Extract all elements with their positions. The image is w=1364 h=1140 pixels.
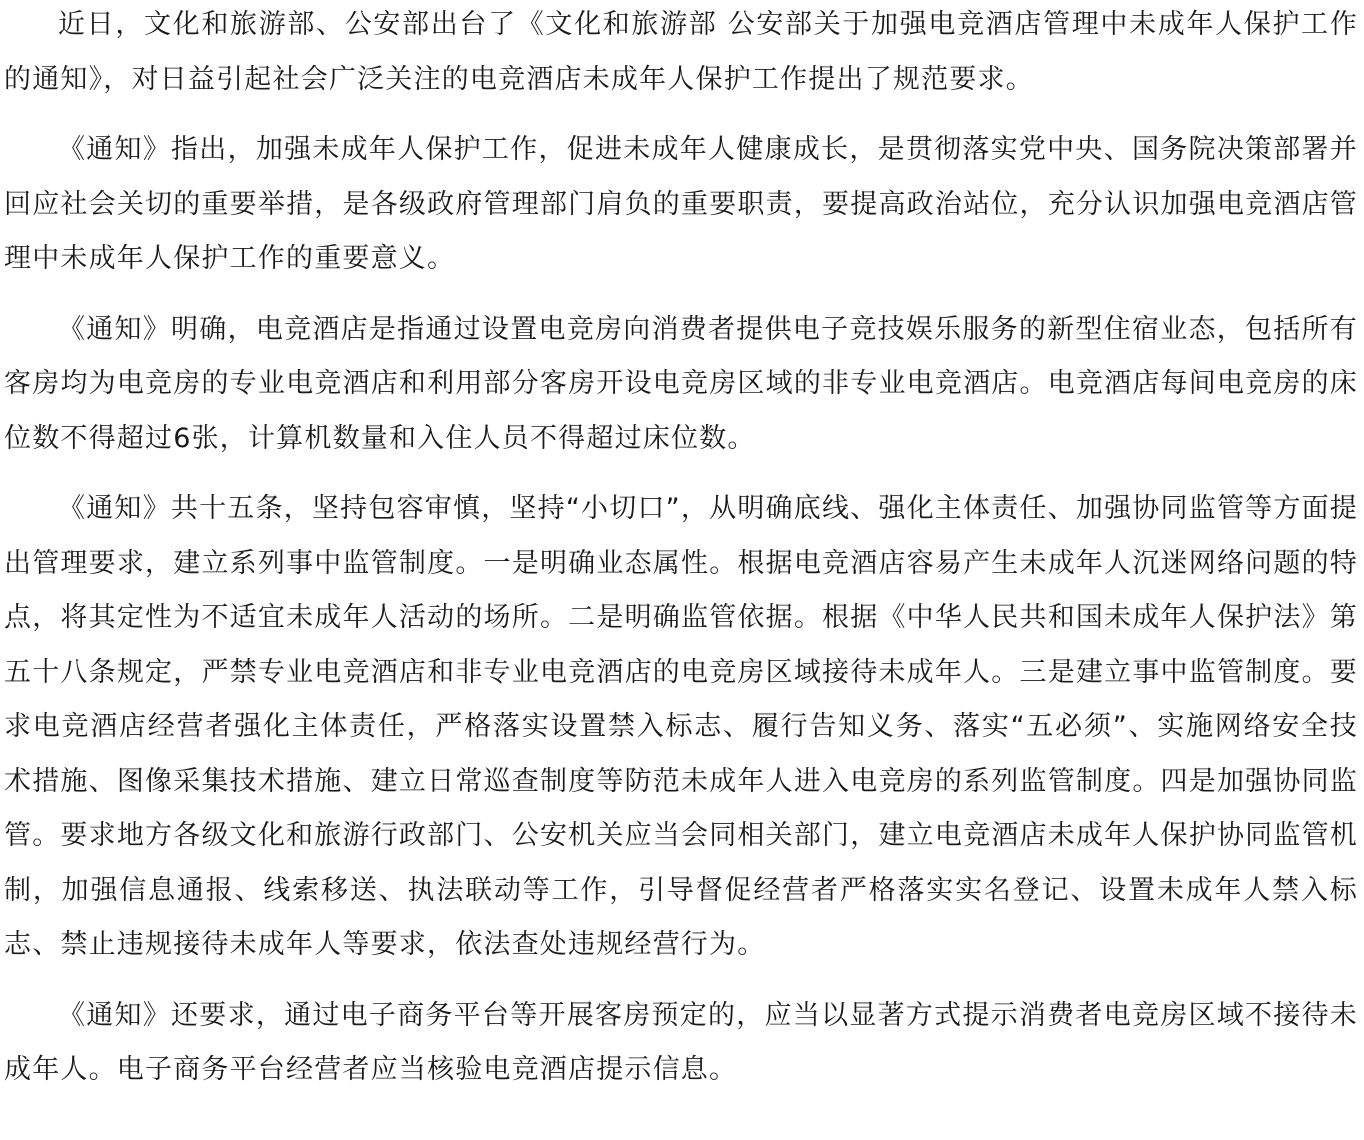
paragraph-significance: 《通知》指出，加强未成年人保护工作，促进未成年人健康成长，是贯彻落实党中央、国务院决策部署并回应社会关切的重要举措，是各级政府管理部门肩负的重要职责，要提高政治站位，充分认识加强电竞酒店管理中未成年人保护工作的重要意义。 [4, 134, 1358, 274]
paragraph-requirements: 《通知》共十五条，坚持包容审慎，坚持“小切口”，从明确底线、强化主体责任、加强协同监管等方面提出管理要求，建立系列事中监管制度。一是明确业态属性。根据电竞酒店容易产生未成年人沉迷网络问题的特点，将其定性为不适宜未成年人活动的场所。二是明确监管依据。根据《中华人民共和国未成年人保护法》第五十八条规定，严禁专业电竞酒店和非专业电竞酒店的电竞房区域接待未成年人。三是建立事中监管制度。要求电竞酒店经营者强化主体责任，严格落实设置禁入标志、履行告知义务、落实“五必须”、实施网络安全技术措施、图像采集技术措施、建立日常巡查制度等防范未成年人进入电竞房的系列监管制度。四是加强协同监管。要求地方各级文化和旅游行政部门、公安机关应当会同相关部门，建立电竞酒店未成年人保护协同监管机制，加强信息通报、线索移送、执法联动等工作，引导督促经营者严格落实实名登记、设置未成年人禁入标志、禁止违规接待未成年人等要求，依法查处违规经营行为。 [4, 493, 1358, 960]
paragraph-ecommerce: 《通知》还要求，通过电子商务平台等开展客房预定的，应当以显著方式提示消费者电竞房区域不接待未成年人。电子商务平台经营者应当核验电竞酒店提示信息。 [4, 999, 1358, 1085]
paragraph-intro: 近日，文化和旅游部、公安部出台了《文化和旅游部 公安部关于加强电竞酒店管理中未成年人保护工作的通知》，对日益引起社会广泛关注的电竞酒店未成年人保护工作提出了规范要求。 [4, 9, 1358, 95]
paragraph-definition: 《通知》明确，电竞酒店是指通过设置电竞房向消费者提供电子竞技娱乐服务的新型住宿业态，包括所有客房均为电竞房的专业电竞酒店和利用部分客房开设电竞房区域的非专业电竞酒店。电竞酒店每间电竞房的床位数不得超过6张，计算机数量和入住人员不得超过床位数。 [4, 313, 1358, 454]
